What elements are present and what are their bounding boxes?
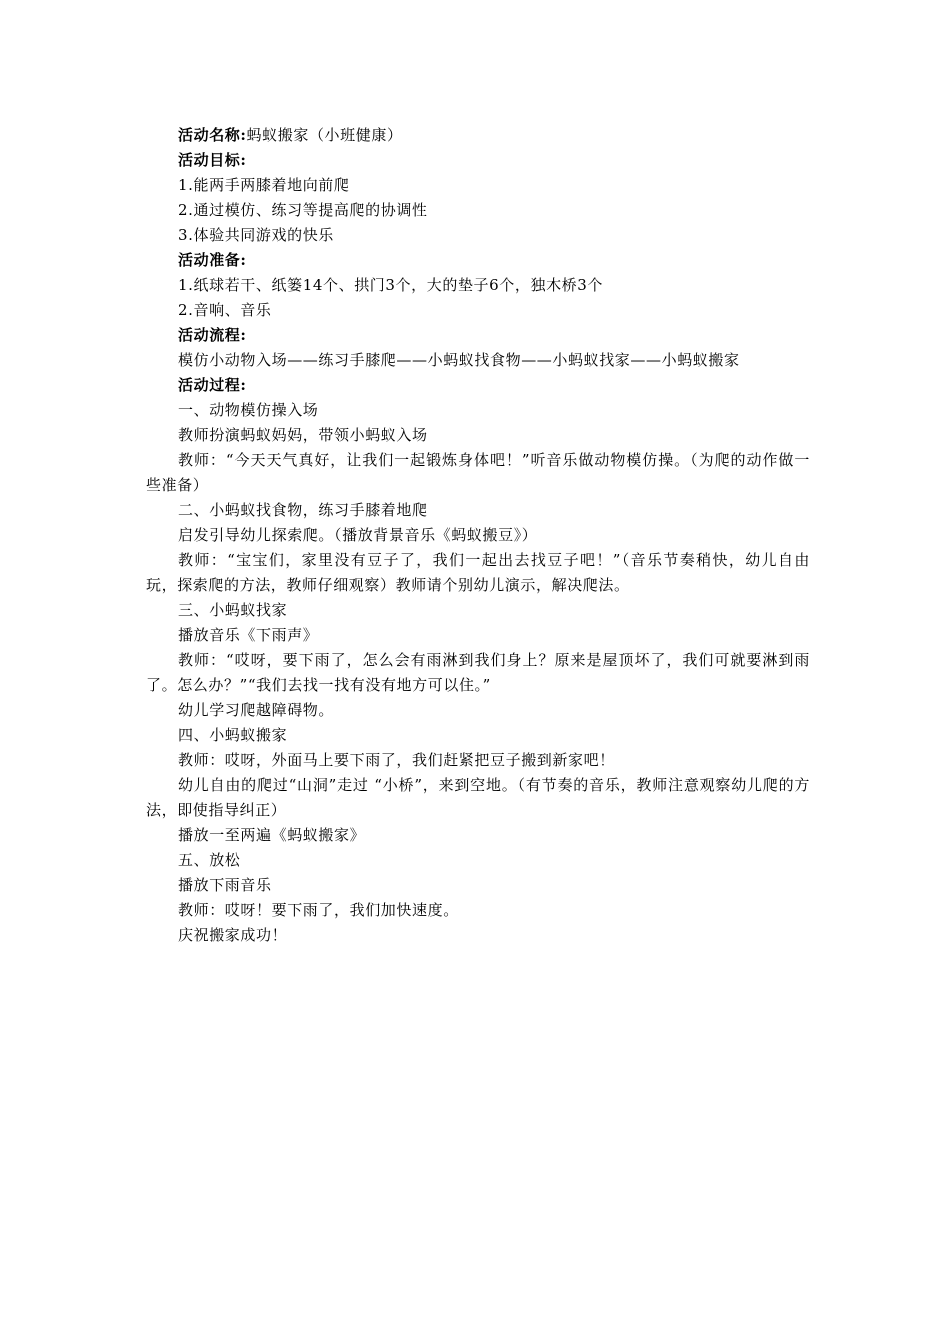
- goal-item: 3.体验共同游戏的快乐: [178, 226, 334, 244]
- flow-text: 模仿小动物入场——练习手膝爬——小蚂蚁找食物——小蚂蚁找家——小蚂蚁搬家: [178, 351, 740, 369]
- process-paragraph: 一、动物模仿操入场: [178, 401, 319, 419]
- goals-heading: 活动目标:: [178, 151, 247, 169]
- activity-name-line: [146, 123, 810, 148]
- goal-item: 2.通过模仿、练习等提高爬的协调性: [178, 201, 428, 219]
- process-paragraph: 幼儿学习爬越障碍物。: [178, 701, 335, 719]
- process-paragraph: 三、小蚂蚁找家: [178, 601, 288, 619]
- process-paragraph: 教师：哎呀，外面马上要下雨了，我们赶紧把豆子搬到新家吧！: [178, 751, 615, 769]
- flow-heading: 活动流程:: [178, 326, 247, 344]
- process-paragraph: 播放下雨音乐: [178, 876, 272, 894]
- process-paragraph: 四、小蚂蚁搬家: [178, 726, 288, 744]
- activity-name-value: 蚂蚁搬家（小班健康）: [246, 126, 403, 144]
- process-paragraph: 教师：“今天天气真好，让我们一起锻炼身体吧！”听音乐做动物模仿操。（为爬的动作做一些准备）: [146, 451, 810, 494]
- activity-name-label: 活动名称:: [178, 126, 247, 144]
- process-paragraph: 五、放松: [178, 851, 241, 869]
- process-paragraph: 教师：哎呀！要下雨了，我们加快速度。: [178, 901, 459, 919]
- process-paragraph: 庆祝搬家成功！: [178, 926, 288, 944]
- process-paragraph: 幼儿自由的爬过“山洞”走过 “小桥”，来到空地。（有节奏的音乐，教师注意观察幼儿爬的方法，即使指导纠正）: [146, 776, 810, 819]
- process-paragraph: 教师：“宝宝们，家里没有豆子了，我们一起出去找豆子吧！”（音乐节奏稍快，幼儿自由玩，探索爬的方法，教师仔细观察）教师请个别幼儿演示，解决爬法。: [146, 551, 810, 594]
- process-paragraph: 二、小蚂蚁找食物，练习手膝着地爬: [178, 501, 428, 519]
- document-body: [146, 123, 810, 948]
- prep-item: 1.纸球若干、纸篓14个、拱门3个，大的垫子6个，独木桥3个: [178, 276, 604, 294]
- goal-item: 1.能两手两膝着地向前爬: [178, 176, 350, 194]
- process-paragraph: 播放音乐《下雨声》: [178, 626, 319, 644]
- process-heading: 活动过程:: [178, 376, 247, 394]
- process-paragraph: 教师扮演蚂蚁妈妈，带领小蚂蚁入场: [178, 426, 428, 444]
- process-paragraph: 启发引导幼儿探索爬。（播放背景音乐《蚂蚁搬豆》）: [178, 526, 538, 544]
- prep-item: 2.音响、音乐: [178, 301, 272, 319]
- process-paragraph: 播放一至两遍《蚂蚁搬家》: [178, 826, 366, 844]
- prep-heading: 活动准备:: [178, 251, 247, 269]
- process-paragraph: 教师：“哎呀，要下雨了，怎么会有雨淋到我们身上？原来是屋顶坏了，我们可就要淋到雨了。怎么办？”“我们去找一找有没有地方可以住。”: [146, 651, 810, 694]
